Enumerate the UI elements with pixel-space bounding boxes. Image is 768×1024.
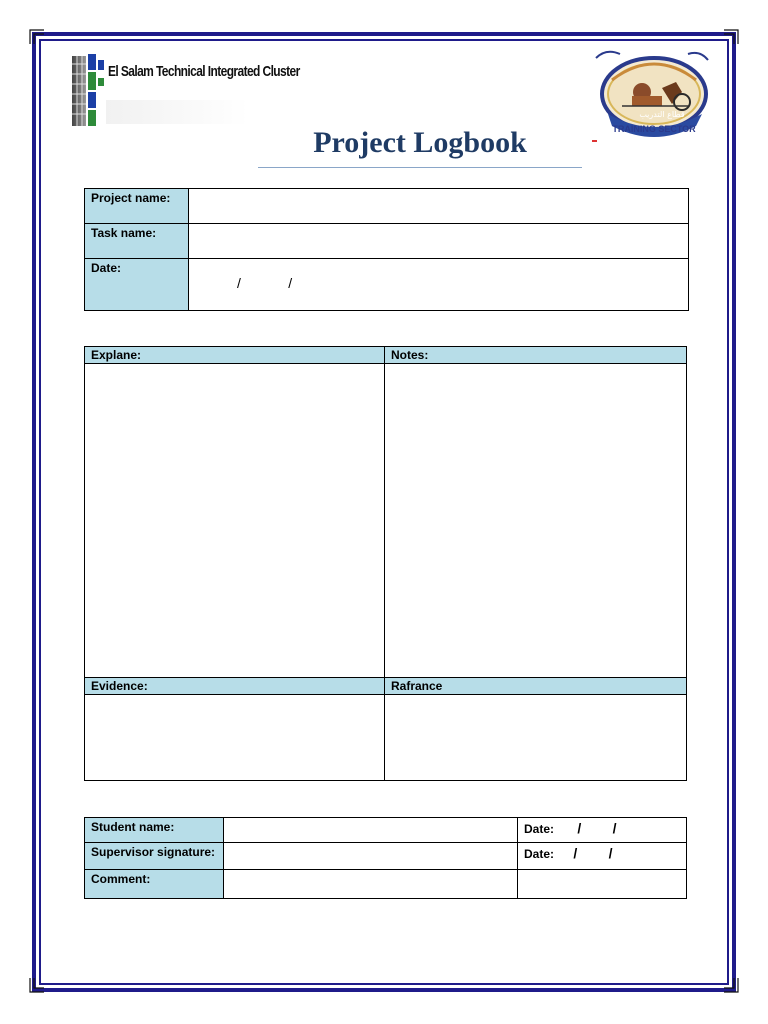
training-sector-label: TRAINING SECTOR [612, 124, 696, 134]
rafrance-header: Rafrance [385, 678, 687, 695]
date-separator: / [577, 820, 582, 836]
red-mark [592, 140, 597, 142]
notes-header: Notes: [385, 347, 687, 364]
cluster-logo-text: El Salam Technical Integrated Cluster [108, 62, 300, 80]
date-separator: / [612, 820, 617, 836]
signature-table [84, 817, 687, 899]
project-name-label: Project name: [85, 189, 189, 224]
comment-extra-field[interactable] [518, 870, 687, 899]
student-date-field[interactable] [518, 818, 687, 843]
page-title: Project Logbook [313, 126, 527, 159]
task-name-label: Task name: [85, 224, 189, 259]
date-separator: / [608, 845, 613, 861]
comment-field[interactable] [224, 870, 518, 899]
corner-ornament-icon [722, 28, 740, 46]
date-label: Date: [85, 259, 189, 311]
evidence-header: Evidence: [85, 678, 385, 695]
student-date-label: Date: [524, 822, 555, 836]
supervisor-date-label: Date: [524, 847, 555, 861]
explane-notes-table [84, 346, 687, 781]
date-separator: / [573, 845, 578, 861]
explane-area[interactable] [85, 364, 385, 678]
corner-ornament-icon [28, 28, 46, 46]
student-name-label: Student name: [85, 818, 224, 843]
evidence-area[interactable] [85, 695, 385, 781]
date-separator: / [237, 275, 241, 291]
project-name-field[interactable] [189, 189, 689, 224]
title-underline [258, 167, 582, 168]
project-info-table [84, 188, 689, 311]
rafrance-area[interactable] [385, 695, 687, 781]
supervisor-date-field[interactable] [518, 843, 687, 870]
student-name-field[interactable] [224, 818, 518, 843]
explane-header: Explane: [85, 347, 385, 364]
supervisor-signature-label: Supervisor signature: [85, 843, 224, 870]
corner-ornament-icon [28, 976, 46, 994]
corner-ornament-icon [722, 976, 740, 994]
task-name-field[interactable] [189, 224, 689, 259]
supervisor-signature-field[interactable] [224, 843, 518, 870]
training-sector-arabic: قطاع التدريب [639, 110, 685, 119]
logo-shade [106, 100, 248, 124]
comment-label: Comment: [85, 870, 224, 899]
notes-area[interactable] [385, 364, 687, 678]
date-field[interactable] [189, 259, 689, 311]
date-separator: / [288, 275, 293, 291]
